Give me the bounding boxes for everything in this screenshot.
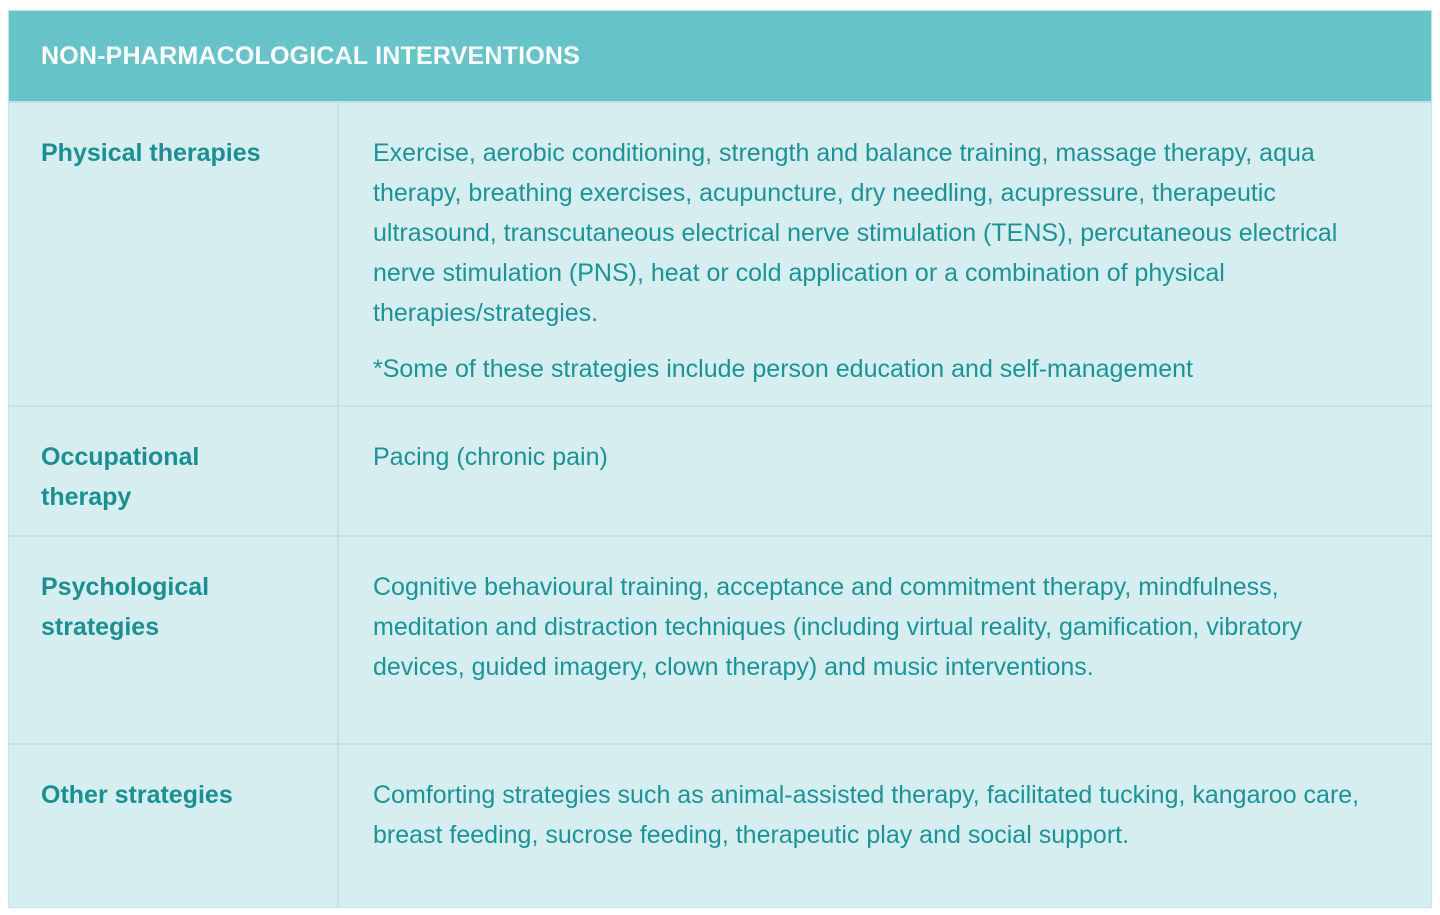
row-content-cell (339, 407, 1431, 535)
row-label: Occupational therapy (41, 443, 200, 511)
interventions-table (8, 10, 1432, 908)
table-row-other-strategies (9, 743, 1431, 907)
row-label: Psychological strategies (41, 573, 210, 641)
row-label: Physical therapies (41, 139, 261, 167)
table-row-occupational-therapy (9, 405, 1431, 535)
row-content-cell (339, 537, 1431, 743)
row-note: *Some of these strategies include person education and self-management (373, 355, 1193, 383)
row-content: Comforting strategies such as animal-assisted therapy, facilitated tucking, kangaroo care, breast feeding, sucrose feeding, therapeutic play and social support. (373, 781, 1360, 849)
table-header (9, 11, 1431, 101)
row-label-cell (9, 407, 339, 535)
row-label-cell (9, 537, 339, 743)
table-row-physical-therapies (9, 101, 1431, 405)
row-content: Pacing (chronic pain) (373, 443, 608, 471)
row-content-cell (339, 103, 1431, 405)
row-content: Cognitive behavioural training, acceptance and commitment therapy, mindfulness, meditation and distraction techniques (including virtual reality, gamification, vibratory devices, guided imagery, clown therapy) and music interventions. (373, 573, 1303, 681)
row-content-cell (339, 745, 1431, 907)
row-label-cell (9, 745, 339, 907)
table-title: NON-PHARMACOLOGICAL INTERVENTIONS (41, 41, 581, 70)
row-label: Other strategies (41, 781, 233, 809)
table-row-psychological-strategies (9, 535, 1431, 743)
row-label-cell (9, 103, 339, 405)
row-content: Exercise, aerobic conditioning, strength and balance training, massage therapy, aqua therapy, breathing exercises, acupuncture, dry needling, acupressure, therapeutic ultrasound, transcutaneous electrical nerve stimulation (TENS), percutaneous electrical nerve stimulation (PNS), heat or cold application or a combination of physical therapies/strategies. (373, 139, 1338, 327)
